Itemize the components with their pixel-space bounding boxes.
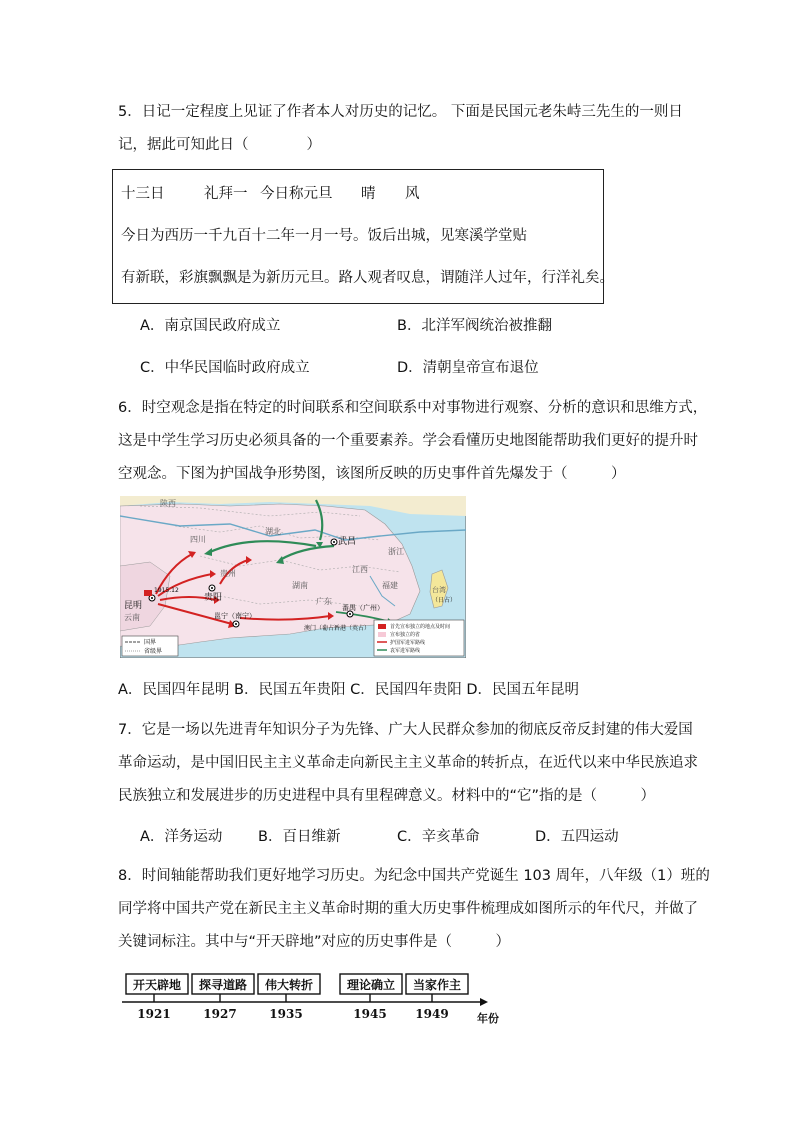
q5-option-b[interactable]: B．北洋军阀统治被推翻	[397, 318, 552, 334]
q6-stem-line-1: 6．时空观念是指在特定的时间联系和空间联系中对事物进行观察、分析的意识和思维方式，	[118, 400, 708, 416]
map-legend-right	[374, 620, 464, 656]
huguo-war-map	[120, 496, 466, 658]
diary-wind: 风	[405, 186, 420, 202]
q7-option-d[interactable]: D．五四运动	[535, 829, 619, 845]
q6-stem-line-3: 空观念。下图为护国战争形势图，该图所反映的历史事件首先爆发于（ ）	[118, 466, 626, 482]
q7-stem-line-1: 7．它是一场以先进青年知识分子为先锋、广大人民群众参加的彻底反帝反封建的伟大爱国	[118, 722, 693, 738]
question-7	[118, 714, 698, 813]
legend-province-border: 省级界	[144, 648, 163, 655]
map-label-yunnan: 云南	[124, 613, 140, 622]
q8-stem-line-2: 同学将中国共产党在新民主主义革命时期的重大历史事件梳理成如图所示的年代尺，并做了	[118, 901, 698, 917]
q7-stem-line-2: 革命运动，是中国旧民主主义革命走向新民主主义革命的转折点，在近代以来中华民族追求	[118, 755, 698, 771]
q7-option-a[interactable]: A．洋务运动	[140, 829, 223, 845]
map-label-guizhou: 贵州	[220, 569, 236, 578]
diary-weather: 晴	[361, 186, 376, 202]
map-ri-zhan-label: （日占）	[432, 597, 457, 604]
legend-national-border: 国界	[144, 639, 157, 646]
q5-stem-line-1: 5．日记一定程度上见证了作者本人对历史的记忆。 下面是民国元老朱峙三先生的一则日	[118, 104, 683, 120]
map-label-taiwan: 台湾	[432, 586, 446, 594]
timeline-year-5: 1949	[415, 1007, 449, 1021]
diary-weekday: 礼拜一	[204, 186, 248, 202]
timeline-year-1: 1921	[137, 1007, 171, 1021]
first-independence-marker	[144, 590, 152, 596]
q7-option-b[interactable]: B．百日维新	[258, 829, 341, 845]
map-city-panyu: 番禺（广州）	[342, 604, 384, 612]
q5-option-a[interactable]: A．南京国民政府成立	[140, 318, 281, 334]
timeline-event-1: 开天辟地	[132, 978, 182, 992]
map-label-hubei: 湖北	[265, 527, 281, 536]
diary-excerpt-box	[112, 169, 614, 304]
timeline-event-5: 当家作主	[412, 978, 462, 992]
timeline-unit-label: 年份	[477, 1012, 499, 1025]
q5-option-d[interactable]: D．清朝皇帝宣布退位	[397, 360, 539, 376]
timeline-year-3: 1935	[269, 1007, 303, 1021]
legend-yuan-route: 袁军进军路线	[390, 648, 421, 654]
map-legend-left	[122, 636, 178, 656]
legend-huguo-route: 护国军进军路线	[390, 640, 426, 646]
timeline-event-4: 理论确立	[346, 978, 396, 992]
timeline-event-3: 伟大转折	[264, 978, 314, 992]
question-5	[118, 96, 688, 162]
q7-option-c[interactable]: C．辛亥革命	[397, 829, 480, 845]
q7-stem-line-3: 民族独立和发展进步的历史进程中具有里程碑意义。材料中的“它”指的是（ ）	[118, 788, 656, 804]
diary-line-2: 今日为西历一千九百十二年一月一号。饭后出城，见寒溪学堂贴	[121, 228, 527, 244]
q8-stem-line-1: 8．时间轴能帮助我们更好地学习历史。为纪念中国共产党诞生 103 周年，八年级（1）班的	[118, 868, 710, 884]
question-8	[118, 860, 710, 959]
legend-first-independence: 首先宣布独立的地点及时间	[390, 624, 451, 630]
map-label-jiangxi: 江西	[352, 565, 368, 574]
map-label-sichuan: 四川	[190, 535, 206, 544]
question-6	[118, 392, 708, 491]
map-label-guangdong: 广东	[316, 597, 332, 606]
map-city-wuchang: 武昌	[338, 537, 357, 547]
map-city-nanning: 邕宁（南宁）	[214, 612, 256, 620]
timeline-year-4: 1945	[353, 1007, 387, 1021]
timeline-event-2: 探寻道路	[198, 978, 248, 992]
map-label-zhejiang: 浙江	[388, 547, 404, 556]
ccp-timeline-ruler	[120, 966, 500, 1026]
q8-stem-line-3: 关键词标注。其中与“开天辟地”对应的历史事件是（ ）	[118, 934, 511, 950]
map-label-fujian: 福建	[382, 581, 398, 590]
timeline-year-2: 1927	[203, 1007, 237, 1021]
map-date-label: 1915.12	[154, 587, 179, 594]
diary-date: 十三日	[121, 186, 165, 202]
diary-line-3: 有新联，彩旗飘飘是为新历元旦。路人观者叹息，谓随洋人过年，行洋礼矣。	[121, 270, 614, 286]
q6-stem-line-2: 这是中学生学习历史必须具备的一个重要素养。学会看懂历史地图能帮助我们更好的提升时	[118, 433, 698, 449]
map-city-macau: 澳门（葡占）	[304, 625, 341, 632]
legend-independent-province: 宣布独立的省	[390, 632, 421, 638]
map-city-kunming: 昆明	[124, 601, 143, 611]
q5-stem-line-2: 记，据此可知此日（ ）	[118, 137, 321, 153]
map-city-guiyang: 贵阳	[204, 593, 223, 603]
diary-new-year: 今日称元旦	[260, 186, 333, 202]
map-label-shaanxi: 陕西	[160, 499, 176, 508]
map-city-hongkong: 香港（英占）	[334, 625, 371, 632]
q6-options[interactable]: A．民国四年昆明 B．民国五年贵阳 C．民国四年贵阳 D．民国五年昆明	[118, 682, 579, 698]
q5-option-c[interactable]: C．中华民国临时政府成立	[140, 360, 310, 376]
map-label-hunan: 湖南	[292, 581, 308, 590]
